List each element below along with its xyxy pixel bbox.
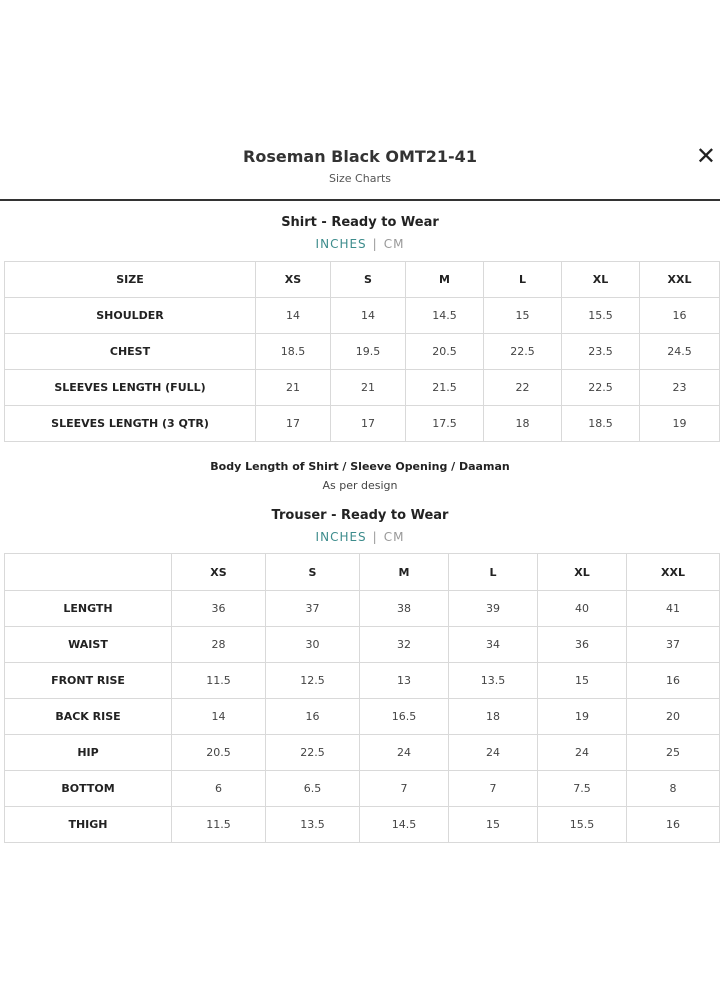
table-row <box>5 627 720 663</box>
size-value: 18 <box>484 406 562 442</box>
size-value: 18 <box>449 699 538 735</box>
size-value: 22.5 <box>266 735 360 771</box>
table-row <box>5 663 720 699</box>
shirt-header-size: XL <box>562 262 640 298</box>
row-label: WAIST <box>5 627 172 663</box>
row-label: SHOULDER <box>5 298 256 334</box>
size-value: 6.5 <box>266 771 360 807</box>
size-value: 15 <box>538 663 627 699</box>
size-value: 34 <box>449 627 538 663</box>
size-value: 23 <box>640 370 720 406</box>
size-value: 13 <box>360 663 449 699</box>
table-row <box>5 699 720 735</box>
size-value: 36 <box>172 591 266 627</box>
shirt-header-size: L <box>484 262 562 298</box>
size-value: 21 <box>331 370 406 406</box>
size-value: 7.5 <box>538 771 627 807</box>
size-value: 16 <box>266 699 360 735</box>
size-value: 21.5 <box>406 370 484 406</box>
table-row <box>5 406 720 442</box>
row-label: SLEEVES LENGTH (FULL) <box>5 370 256 406</box>
size-value: 6 <box>172 771 266 807</box>
size-value: 18.5 <box>256 334 331 370</box>
size-value: 24 <box>538 735 627 771</box>
size-value: 12.5 <box>266 663 360 699</box>
size-value: 19.5 <box>331 334 406 370</box>
size-value: 37 <box>266 591 360 627</box>
shirt-header-size: XXL <box>640 262 720 298</box>
size-value: 17 <box>256 406 331 442</box>
size-value: 20.5 <box>172 735 266 771</box>
size-value: 25 <box>627 735 720 771</box>
size-value: 17 <box>331 406 406 442</box>
size-value: 15.5 <box>562 298 640 334</box>
trouser-header-size: L <box>449 554 538 591</box>
row-label: SLEEVES LENGTH (3 QTR) <box>5 406 256 442</box>
size-value: 24.5 <box>640 334 720 370</box>
size-value: 15 <box>484 298 562 334</box>
size-value: 24 <box>360 735 449 771</box>
size-value: 19 <box>538 699 627 735</box>
shirt-unit-toggle <box>0 237 720 251</box>
shirt-size-table <box>4 261 720 442</box>
note-title: Body Length of Shirt / Sleeve Opening / Daaman <box>210 460 510 473</box>
page-title: Roseman Black OMT21-41 <box>243 147 477 166</box>
size-value: 22.5 <box>562 370 640 406</box>
table-row <box>5 334 720 370</box>
row-label: BOTTOM <box>5 771 172 807</box>
size-value: 38 <box>360 591 449 627</box>
size-value: 15.5 <box>538 807 627 843</box>
size-value: 7 <box>449 771 538 807</box>
size-value: 22.5 <box>484 334 562 370</box>
trouser-unit-toggle <box>0 530 720 544</box>
trouser-header-size: S <box>266 554 360 591</box>
unit-separator: | <box>372 237 378 251</box>
row-label: LENGTH <box>5 591 172 627</box>
trouser-header-size: M <box>360 554 449 591</box>
shirt-unit-inches[interactable]: INCHES <box>315 237 367 251</box>
shirt-header-label: SIZE <box>5 262 256 298</box>
size-value: 41 <box>627 591 720 627</box>
shirt-section-title: Shirt - Ready to Wear <box>281 215 439 230</box>
trouser-unit-inches[interactable]: INCHES <box>315 530 367 544</box>
unit-separator: | <box>372 530 378 544</box>
size-value: 28 <box>172 627 266 663</box>
modal-header <box>0 140 720 200</box>
trouser-header-size: XXL <box>627 554 720 591</box>
size-value: 8 <box>627 771 720 807</box>
size-value: 40 <box>538 591 627 627</box>
size-value: 37 <box>627 627 720 663</box>
shirt-header-size: M <box>406 262 484 298</box>
table-row <box>5 370 720 406</box>
size-value: 30 <box>266 627 360 663</box>
size-value: 39 <box>449 591 538 627</box>
trouser-size-table <box>4 553 720 843</box>
row-label: CHEST <box>5 334 256 370</box>
size-value: 32 <box>360 627 449 663</box>
table-row <box>5 807 720 843</box>
note-text: As per design <box>322 479 398 492</box>
size-value: 16.5 <box>360 699 449 735</box>
header-divider <box>0 199 720 201</box>
size-value: 20.5 <box>406 334 484 370</box>
row-label: THIGH <box>5 807 172 843</box>
trouser-unit-cm[interactable]: CM <box>383 530 405 544</box>
table-row <box>5 591 720 627</box>
size-value: 36 <box>538 627 627 663</box>
size-value: 16 <box>627 663 720 699</box>
size-value: 24 <box>449 735 538 771</box>
size-value: 13.5 <box>266 807 360 843</box>
row-label: HIP <box>5 735 172 771</box>
size-value: 14.5 <box>406 298 484 334</box>
size-value: 11.5 <box>172 807 266 843</box>
trouser-header-label <box>5 554 172 591</box>
size-value: 14.5 <box>360 807 449 843</box>
trouser-header-size: XS <box>172 554 266 591</box>
size-value: 14 <box>331 298 406 334</box>
size-value: 16 <box>627 807 720 843</box>
size-value: 19 <box>640 406 720 442</box>
shirt-unit-cm[interactable]: CM <box>383 237 405 251</box>
size-value: 15 <box>449 807 538 843</box>
row-label: BACK RISE <box>5 699 172 735</box>
size-value: 16 <box>640 298 720 334</box>
size-value: 21 <box>256 370 331 406</box>
size-value: 7 <box>360 771 449 807</box>
size-value: 14 <box>256 298 331 334</box>
close-icon[interactable]: ✕ <box>695 142 716 170</box>
size-value: 22 <box>484 370 562 406</box>
page-subtitle: Size Charts <box>328 172 392 185</box>
size-value: 11.5 <box>172 663 266 699</box>
shirt-header-size: XS <box>256 262 331 298</box>
size-value: 20 <box>627 699 720 735</box>
row-label: FRONT RISE <box>5 663 172 699</box>
trouser-header-size: XL <box>538 554 627 591</box>
table-row <box>5 298 720 334</box>
trouser-section-title: Trouser - Ready to Wear <box>271 508 449 523</box>
shirt-header-size: S <box>331 262 406 298</box>
size-value: 14 <box>172 699 266 735</box>
table-row <box>5 771 720 807</box>
size-value: 18.5 <box>562 406 640 442</box>
size-value: 23.5 <box>562 334 640 370</box>
size-value: 13.5 <box>449 663 538 699</box>
table-row <box>5 735 720 771</box>
size-value: 17.5 <box>406 406 484 442</box>
